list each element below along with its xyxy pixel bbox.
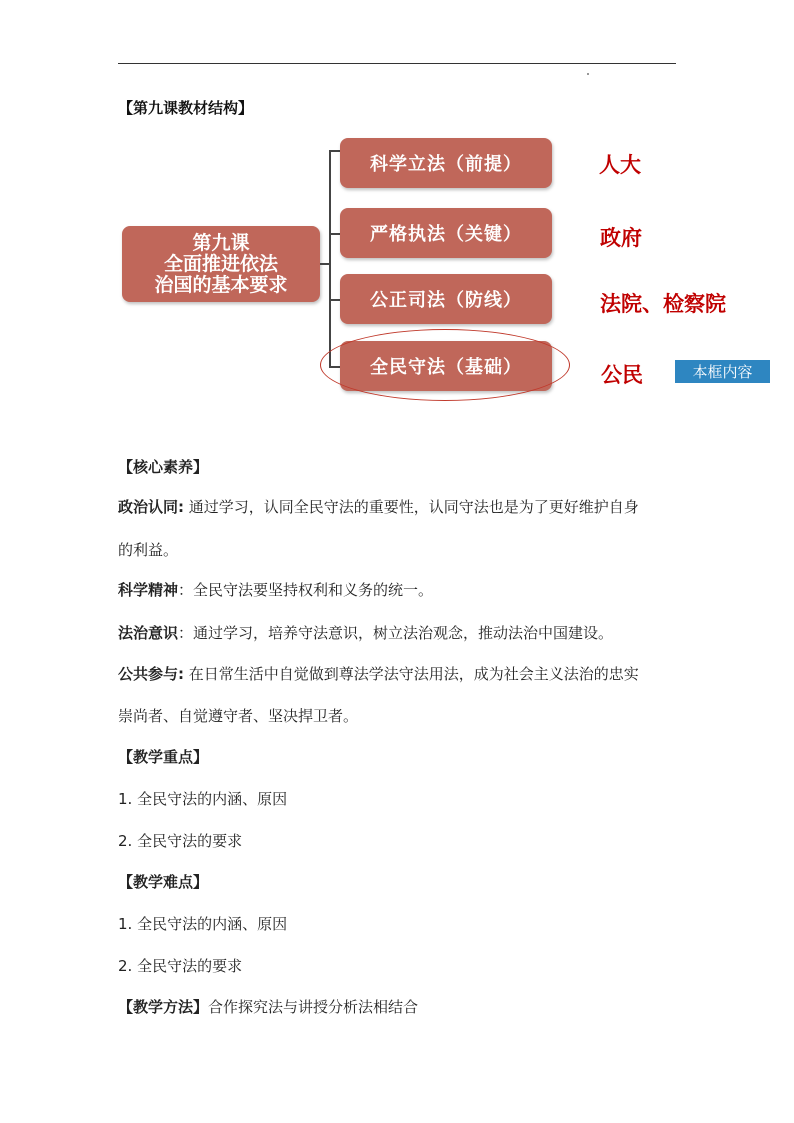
role-label-courts: 法院、检察院 xyxy=(600,292,726,316)
center-line-3: 治国的基本要求 xyxy=(154,273,288,296)
connector-branch-2 xyxy=(329,299,340,301)
branch-box-law-abiding: 全民守法（基础） xyxy=(340,341,552,391)
core-item-label: 政治认同: xyxy=(118,498,184,516)
key-point-item: 1. 全民守法的内涵、原因 xyxy=(118,790,288,808)
core-title-text: 【核心素养】 xyxy=(118,458,209,476)
core-title xyxy=(118,446,698,489)
core-item-text: 通过学习，认同全民守法的重要性，认同守法也是为了更好维护自身 xyxy=(184,498,639,516)
role-label-citizens: 公民 xyxy=(601,363,643,387)
core-item-political-cont: 的利益。 xyxy=(118,541,179,559)
difficult-points-title-text: 【教学难点】 xyxy=(118,873,209,891)
key-points-title-text: 【教学重点】 xyxy=(118,748,209,766)
method-text: 合作探究法与讲授分析法相结合 xyxy=(208,998,419,1016)
core-item-participation xyxy=(118,653,698,696)
center-box xyxy=(122,226,320,302)
connector-branch-0 xyxy=(329,150,340,152)
core-item-law xyxy=(118,612,698,655)
section-structure-title: 【第九课教材结构】 xyxy=(118,99,254,117)
core-item-text: ：全民守法要坚持权利和义务的统一。 xyxy=(178,581,434,599)
role-label-government: 政府 xyxy=(600,226,642,250)
difficult-point-item: 1. 全民守法的内涵、原因 xyxy=(118,915,288,933)
center-line-1: 第九课 xyxy=(192,231,250,254)
header-dot xyxy=(587,73,589,75)
branch-box-legislation: 科学立法（前提） xyxy=(340,138,552,188)
center-line-2: 全面推进依法 xyxy=(163,252,278,275)
connector-branch-1 xyxy=(329,233,340,235)
core-item-label: 公共参与: xyxy=(118,665,184,683)
core-item-label: 科学精神 xyxy=(118,581,179,599)
core-item-science xyxy=(118,569,698,612)
branch-box-judiciary: 公正司法（防线） xyxy=(340,274,552,324)
method-line xyxy=(118,986,698,1029)
key-points-title xyxy=(118,736,698,779)
core-item-participation-cont: 崇尚者、自觉遵守者、坚决捍卫者。 xyxy=(118,707,359,725)
core-item-text: ：通过学习，培养守法意识，树立法治观念，推动法治中国建设。 xyxy=(178,624,614,642)
role-label-npc: 人大 xyxy=(599,153,641,177)
branch-box-enforcement: 严格执法（关键） xyxy=(340,208,552,258)
core-item-political xyxy=(118,486,698,529)
method-title: 【教学方法】 xyxy=(118,998,209,1016)
difficult-points-title xyxy=(118,861,698,904)
header-rule xyxy=(118,63,676,64)
core-item-label: 法治意识 xyxy=(118,624,179,642)
connector-spine xyxy=(329,150,331,367)
highlight-ellipse xyxy=(320,329,570,401)
difficult-point-item: 2. 全民守法的要求 xyxy=(118,957,243,975)
this-section-tag: 本框内容 xyxy=(675,360,770,383)
core-item-text: 在日常生活中自觉做到尊法学法守法用法，成为社会主义法治的忠实 xyxy=(184,665,639,683)
key-point-item: 2. 全民守法的要求 xyxy=(118,832,243,850)
